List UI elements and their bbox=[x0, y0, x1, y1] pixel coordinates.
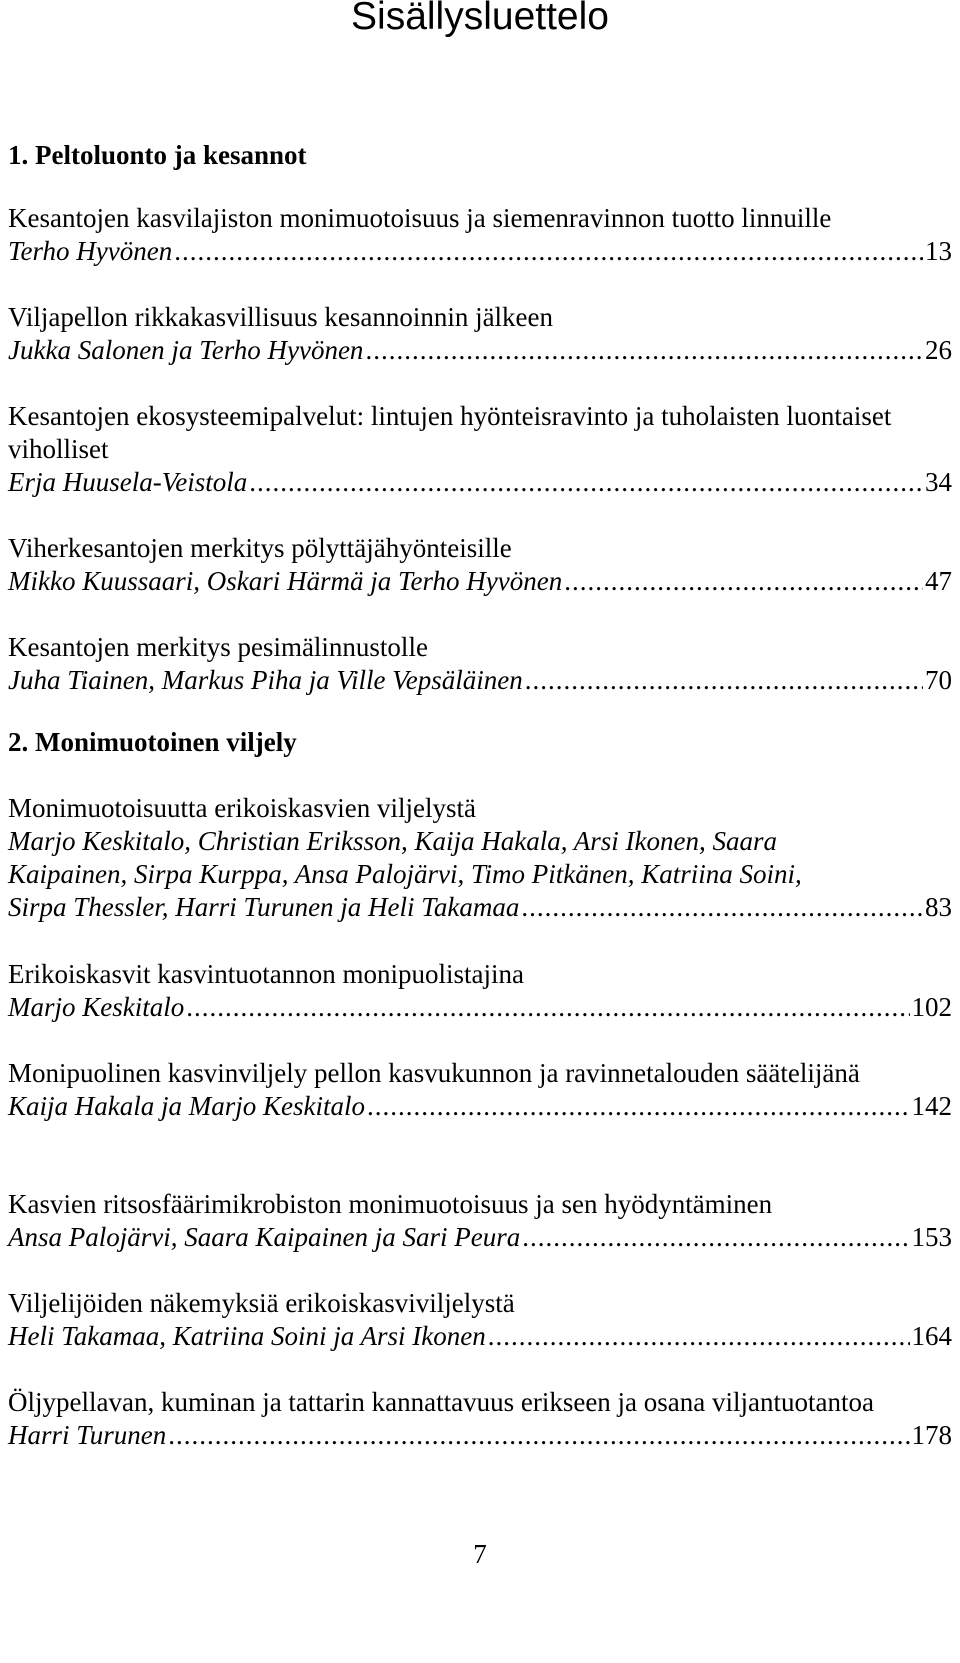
toc-entry-title: Monimuotoisuutta erikoiskasvien viljelystä bbox=[8, 793, 476, 823]
toc-entry-authors: Jukka Salonen ja Terho Hyvönen bbox=[8, 335, 364, 365]
toc-entry[interactable] bbox=[8, 1188, 952, 1254]
toc-entry-author-line bbox=[8, 825, 952, 858]
toc-entry-author-line bbox=[8, 891, 952, 924]
footer-page-number: 7 bbox=[473, 1539, 487, 1569]
toc-entry[interactable] bbox=[8, 958, 952, 1024]
toc-entry[interactable] bbox=[8, 631, 952, 697]
toc-entry-authors: Juha Tiainen, Markus Piha ja Ville Vepsäläinen bbox=[8, 665, 523, 695]
dot-leader bbox=[186, 991, 909, 1024]
toc-entry-title: Öljypellavan, kuminan ja tattarin kannattavuus erikseen ja osana viljantuotantoa bbox=[8, 1387, 874, 1417]
toc-entry-author-line bbox=[8, 858, 952, 891]
toc-entry-authors: Terho Hyvönen bbox=[8, 236, 173, 266]
toc-entry[interactable] bbox=[8, 1386, 952, 1452]
dot-leader bbox=[367, 1090, 910, 1123]
toc-entry-author-line bbox=[8, 1090, 952, 1123]
toc-entry-title: Viljelijöiden näkemyksiä erikoiskasviviljelystä bbox=[8, 1288, 515, 1318]
toc-entry-authors: Sirpa Thessler, Harri Turunen ja Heli Takamaa bbox=[8, 892, 520, 922]
toc-entry-authors: Heli Takamaa, Katriina Soini ja Arsi Ikonen bbox=[8, 1321, 486, 1351]
dot-leader bbox=[525, 664, 923, 697]
toc-entry-authors: Marjo Keskitalo, Christian Eriksson, Kaija Hakala, Arsi Ikonen, Saara bbox=[8, 826, 777, 856]
toc-entry-authors: Mikko Kuussaari, Oskari Härmä ja Terho Hyvönen bbox=[8, 566, 563, 596]
toc-entry-page: 47 bbox=[925, 566, 952, 596]
dot-leader bbox=[365, 334, 923, 367]
toc-entry-author-line bbox=[8, 1320, 952, 1353]
toc-entry[interactable] bbox=[8, 400, 952, 499]
toc-entry[interactable] bbox=[8, 792, 952, 924]
toc-entry-page: 83 bbox=[925, 892, 952, 922]
toc-entry-authors: Harri Turunen bbox=[8, 1420, 167, 1450]
toc-entry-author-line bbox=[8, 466, 952, 499]
toc-entry-author-line bbox=[8, 991, 952, 1024]
dot-leader bbox=[249, 466, 923, 499]
toc-entry[interactable] bbox=[8, 1287, 952, 1353]
toc-entry[interactable] bbox=[8, 532, 952, 598]
toc-entry-title: Kesantojen kasvilajiston monimuotoisuus ja siemenravinnon tuotto linnuille bbox=[8, 203, 832, 233]
toc-entry-authors: Ansa Palojärvi, Saara Kaipainen ja Sari Peura bbox=[8, 1222, 521, 1252]
dot-leader bbox=[488, 1320, 910, 1353]
toc-entry-title: Erikoiskasvit kasvintuotannon monipuolistajina bbox=[8, 959, 524, 989]
section-heading-1: 1. Peltoluonto ja kesannot bbox=[8, 140, 307, 170]
toc-entry-page: 153 bbox=[911, 1222, 952, 1252]
dot-leader bbox=[521, 891, 923, 924]
toc-entry-author-line bbox=[8, 565, 952, 598]
toc-entry-page: 178 bbox=[911, 1420, 952, 1450]
dot-leader bbox=[174, 235, 923, 268]
toc-entry-page: 164 bbox=[911, 1321, 952, 1351]
toc-entry[interactable] bbox=[8, 1057, 952, 1123]
toc-entry-author-line bbox=[8, 334, 952, 367]
toc-entry-page: 102 bbox=[911, 992, 952, 1022]
toc-entry-title: Kasvien ritsosfäärimikrobiston monimuotoisuus ja sen hyödyntäminen bbox=[8, 1189, 773, 1219]
toc-entry-author-line bbox=[8, 235, 952, 268]
dot-leader bbox=[564, 565, 923, 598]
toc-entry-page: 26 bbox=[925, 335, 952, 365]
toc-entry-title: Viherkesantojen merkitys pölyttäjähyönteisille bbox=[8, 533, 512, 563]
toc-entry-title: Monipuolinen kasvinviljely pellon kasvukunnon ja ravinnetalouden säätelijänä bbox=[8, 1058, 860, 1088]
toc-entry-page: 13 bbox=[925, 236, 952, 266]
dot-leader bbox=[168, 1419, 909, 1452]
toc-entry-authors: Kaija Hakala ja Marjo Keskitalo bbox=[8, 1091, 365, 1121]
toc-entry-title: Kesantojen merkitys pesimälinnustolle bbox=[8, 632, 428, 662]
toc-entry-authors: Erja Huusela-Veistola bbox=[8, 467, 248, 497]
page-title: Sisällysluettelo bbox=[351, 0, 609, 38]
dot-leader bbox=[522, 1221, 909, 1254]
toc-entry-authors: Kaipainen, Sirpa Kurppa, Ansa Palojärvi, Timo Pitkänen, Katriina Soini, bbox=[8, 859, 802, 889]
toc-entry-title: Kesantojen ekosysteemipalvelut: lintujen hyönteisravinto ja tuholaisten luontaiset viholliset bbox=[8, 401, 892, 464]
toc-entry-author-line bbox=[8, 1221, 952, 1254]
toc-entry-author-line bbox=[8, 1419, 952, 1452]
toc-entry[interactable] bbox=[8, 301, 952, 367]
toc-entry-title: Viljapellon rikkakasvillisuus kesannoinnin jälkeen bbox=[8, 302, 554, 332]
toc-entry-authors: Marjo Keskitalo bbox=[8, 992, 185, 1022]
toc-entry-page: 34 bbox=[925, 467, 952, 497]
toc-entry-page: 142 bbox=[911, 1091, 952, 1121]
toc-entry[interactable] bbox=[8, 202, 952, 268]
toc-entry-page: 70 bbox=[925, 665, 952, 695]
section-heading-2: 2. Monimuotoinen viljely bbox=[8, 727, 297, 757]
toc-entry-author-line bbox=[8, 664, 952, 697]
